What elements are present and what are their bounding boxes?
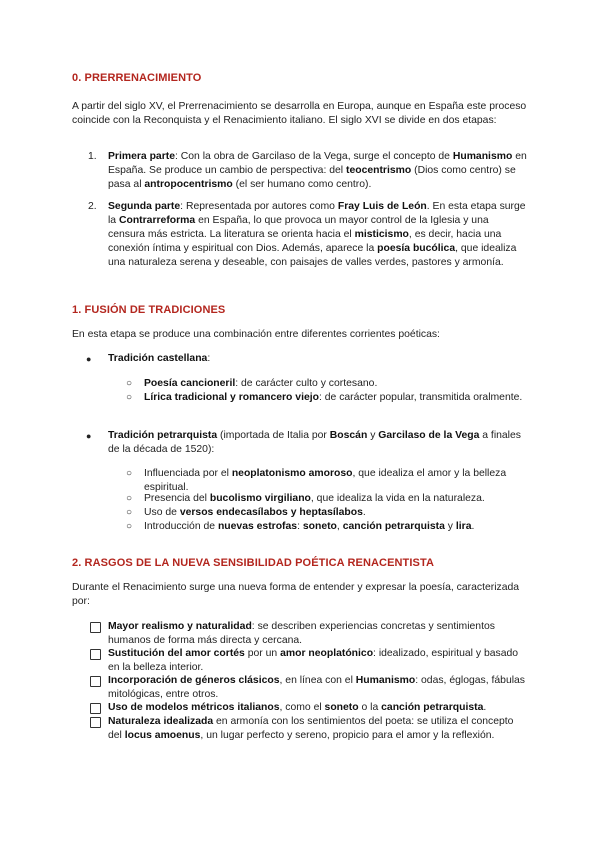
item-text: Segunda parte: Representada por autores como Fray Luis de León. En esta etapa surge la Contrarreforma en España, lo que provoca un mayor control de la Iglesia y una censura más estricta. La literatura se orienta hacia el misticismo, es decir, hacia una conexión íntima y espiritual con Dios. Además, aparece la poesía bucólica, que idealiza una naturaleza serena y deseable, con paisajes de valles verdes, pastores y armonía. (108, 201, 526, 268)
checklist-text: Mayor realismo y naturalidad: se describen experiencias concretas y sentimientos humanos de forma más directa y cercana. (108, 621, 495, 646)
circle-bullet-icon: ○ (126, 468, 133, 479)
section-heading-rasgos: 2. RASGOS DE LA NUEVA SENSIBILIDAD POÉTICA RENACENTISTA (72, 557, 435, 569)
sub-bullet-text: Influenciada por el neoplatonismo amoroso, que idealiza el amor y la belleza espiritual. (144, 468, 507, 493)
bullet-text: Tradición castellana: (108, 353, 211, 364)
sub-bullet-text: Uso de versos endecasílabos y heptasílabos. (144, 507, 366, 518)
sub-bullet-text: Lírica tradicional y romancero viejo: de carácter popular, transmitida oralmente. (144, 392, 523, 403)
bullet-text: Tradición petrarquista (importada de Italia por Boscán y Garcilaso de la Vega a finales de la década de 1520): (108, 430, 521, 455)
item-number: 1. (88, 151, 97, 162)
checklist-text: Uso de modelos métricos italianos, como el soneto o la canción petrarquista. (108, 702, 487, 713)
section-heading-prerrenacimiento: 0. PRERRENACIMIENTO (72, 72, 202, 84)
item-number: 2. (88, 201, 97, 212)
circle-bullet-icon: ○ (126, 507, 133, 518)
rasgos-paragraph: Durante el Renacimiento surge una nueva forma de entender y expresar la poesía, caracterizada por: (72, 582, 520, 607)
checklist-text: Sustitución del amor cortés por un amor neoplatónico: idealizado, espiritual y basado en la belleza interior. (108, 648, 519, 673)
sub-bullet-text: Introducción de nuevas estrofas: soneto, canción petrarquista y lira. (144, 521, 475, 532)
item-text: Primera parte: Con la obra de Garcilaso de la Vega, surge el concepto de Humanismo en España. Se produce un cambio de perspectiva: del teocentrismo (Dios como centro) se pasa al antropocentrismo (el ser humano como centro). (108, 151, 527, 190)
checkbox[interactable] (90, 717, 101, 728)
checkbox[interactable] (90, 649, 101, 660)
checkbox[interactable] (90, 676, 101, 687)
circle-bullet-icon: ○ (126, 493, 133, 504)
checkbox[interactable] (90, 703, 101, 714)
circle-bullet-icon: ○ (126, 521, 133, 532)
bullet-dot-icon: ● (86, 354, 92, 364)
checklist-text: Naturaleza idealizada en armonía con los sentimientos del poeta: se utiliza el concepto del locus amoenus, un lugar perfecto y sereno, propicio para el amor y la reflexión. (108, 716, 514, 741)
sub-bullet-text: Poesía cancioneril: de carácter culto y cortesano. (144, 378, 378, 389)
checkbox[interactable] (90, 622, 101, 633)
circle-bullet-icon: ○ (126, 378, 133, 389)
sub-bullet-text: Presencia del bucolismo virgiliano, que idealiza la vida en la naturaleza. (144, 493, 485, 504)
checklist-text: Incorporación de géneros clásicos, en línea con el Humanismo: odas, églogas, fábulas mitológicas, entre otros. (108, 675, 526, 700)
circle-bullet-icon: ○ (126, 392, 133, 403)
bullet-dot-icon: ● (86, 431, 92, 441)
intro-paragraph: A partir del siglo XV, el Prerrenacimiento se desarrolla en Europa, aunque en España este proceso coincide con la Reconquista y el Renacimiento italiano. El siglo XVI se divide en dos etapas: (72, 101, 527, 126)
fusion-paragraph: En esta etapa se produce una combinación entre diferentes corrientes poéticas: (72, 329, 440, 340)
section-heading-fusion: 1. FUSIÓN DE TRADICIONES (72, 304, 226, 316)
